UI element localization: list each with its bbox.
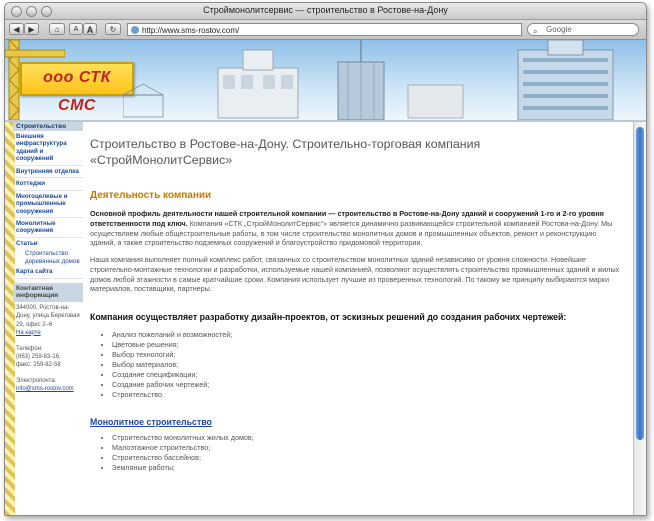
page-viewport: [5, 40, 646, 515]
main-content: [90, 122, 620, 515]
scrollbar-thumb[interactable]: [636, 127, 644, 440]
header-buildings-graphic: [123, 40, 643, 120]
menu-item-industrial[interactable]: Многоцелевые и промышленные сооружения: [13, 191, 83, 218]
email-link[interactable]: info@sms-rostov.com: [16, 386, 74, 393]
forward-button[interactable]: ▶: [24, 23, 39, 35]
list-item: • Создание рабочих чертежей;: [112, 380, 620, 390]
list-item: • Выбор материалов;: [112, 360, 620, 370]
intro-bold: Основной профиль деятельности нашей строительной компании — строительство в Ростове-на-Дону зданий и сооружений 1-го и 2-го уровня ответственности под ключ.: [90, 209, 604, 228]
search-placeholder: Google: [546, 25, 572, 34]
menu-item-interior[interactable]: Внутренняя отделка: [13, 166, 83, 178]
list-item: • Строительство.: [112, 390, 620, 400]
text-larger-button[interactable]: A: [83, 23, 97, 35]
menu-subitem-wooden-houses[interactable]: Строительство деревянных домов: [25, 250, 80, 265]
sidebar: [5, 122, 83, 515]
contact-details: [13, 302, 83, 395]
fax-number: факс: 259-82-58: [16, 362, 61, 369]
window-title: Строймонолитсервис — строительство в Ростове-на-Дону: [203, 5, 448, 15]
list-item: • Анализ пожеланий и возможностей;: [112, 330, 620, 340]
home-button[interactable]: ⌂: [49, 23, 65, 35]
vertical-scrollbar[interactable]: [633, 122, 646, 515]
back-button[interactable]: ◀: [9, 23, 24, 35]
design-title: Компания осуществляет разработку дизайн-проектов, от эскизных решений до создания рабочих чертежей:: [90, 312, 567, 322]
list-item: • Строительство бассейнов;: [112, 453, 620, 463]
contact-title: Контактная информация: [13, 283, 83, 303]
browser-toolbar: [5, 20, 646, 40]
email-label: Электропочта:: [16, 378, 57, 385]
search-icon: ⌕: [533, 27, 538, 36]
monolith-link[interactable]: Монолитное строительство: [90, 416, 212, 427]
contact-address: 344000, Ростов-на-Дону, улица Береговая 29, офис 2–6: [16, 305, 80, 328]
list-item: • Земляные работы;: [112, 463, 620, 473]
browser-window: [4, 2, 647, 516]
list-item: • Строительство монолитных жилых домов;: [112, 433, 620, 443]
site-logo[interactable]: ооо СТК СМС: [20, 62, 134, 96]
sidebar-menu: [13, 122, 83, 395]
intro-paragraph: [90, 209, 620, 248]
menu-title[interactable]: Строительство: [13, 122, 83, 131]
text-smaller-button[interactable]: A: [69, 23, 83, 35]
design-list: [90, 330, 620, 401]
menu-item-cottages[interactable]: Коттеджи: [13, 178, 83, 190]
second-paragraph: Наша компания выполняет полный комплекс работ, связанных со строительством монолитных зданий независимо от уровня сложности. Новейшие строительно-монтажные технологии и разработки, используемые нашей компанией, позволяют осуществлять строительство промышленных зданий и жилых домов любой этажности в самые кратчайшие сроки. Компания использует лучшие из проверенных технологий. По такому же принципу выбираются марки материалов, поставщики, партнеры.: [90, 255, 620, 294]
phone-number: (863) 259-83-16,: [16, 353, 61, 360]
site-header: [5, 40, 646, 122]
search-field[interactable]: [527, 23, 639, 36]
menu-item-infrastructure[interactable]: Внешняя инфраструктура зданий и сооружений: [13, 131, 83, 166]
globe-icon: [131, 26, 139, 34]
phone-label: Телефон:: [16, 345, 43, 352]
list-item: • Цветовые решения;: [112, 340, 620, 350]
menu-item-monolith[interactable]: Монолитные сооружения: [13, 218, 83, 238]
menu-item-sitemap[interactable]: Карта сайта: [13, 266, 83, 278]
address-bar[interactable]: [127, 23, 522, 36]
monolith-list: [90, 433, 620, 473]
list-item: • Малоэтажное строительство;: [112, 443, 620, 453]
intro-rest: Компания «СТК „СтройМонолитСервис“» является динамично развивающейся строительной компанией Ростова-на-Дону. Мы осуществляем любые общестроительные работы, в том числе строительство монолитных домов и промышленных объектов, ремонт и реконструкцию зданий, а также строительство подземных сооружений и благоустройство придомовой территории.: [90, 218, 613, 248]
list-item: • Выбор технологий;: [112, 350, 620, 360]
list-item: • Создание спецификации;: [112, 370, 620, 380]
page-title: Строительство в Ростове-на-Дону. Строительно-торговая компания «СтройМонолитСервис»: [90, 137, 481, 168]
reload-button[interactable]: ↻: [105, 23, 121, 35]
address-text: http://www.sms-rostov.com/: [142, 26, 240, 35]
menu-item-articles[interactable]: Статьи: [16, 239, 38, 247]
contact-block: [13, 283, 83, 396]
map-link[interactable]: На карте: [16, 329, 41, 336]
section-title: Деятельность компании: [90, 190, 212, 202]
titlebar: [5, 3, 646, 20]
